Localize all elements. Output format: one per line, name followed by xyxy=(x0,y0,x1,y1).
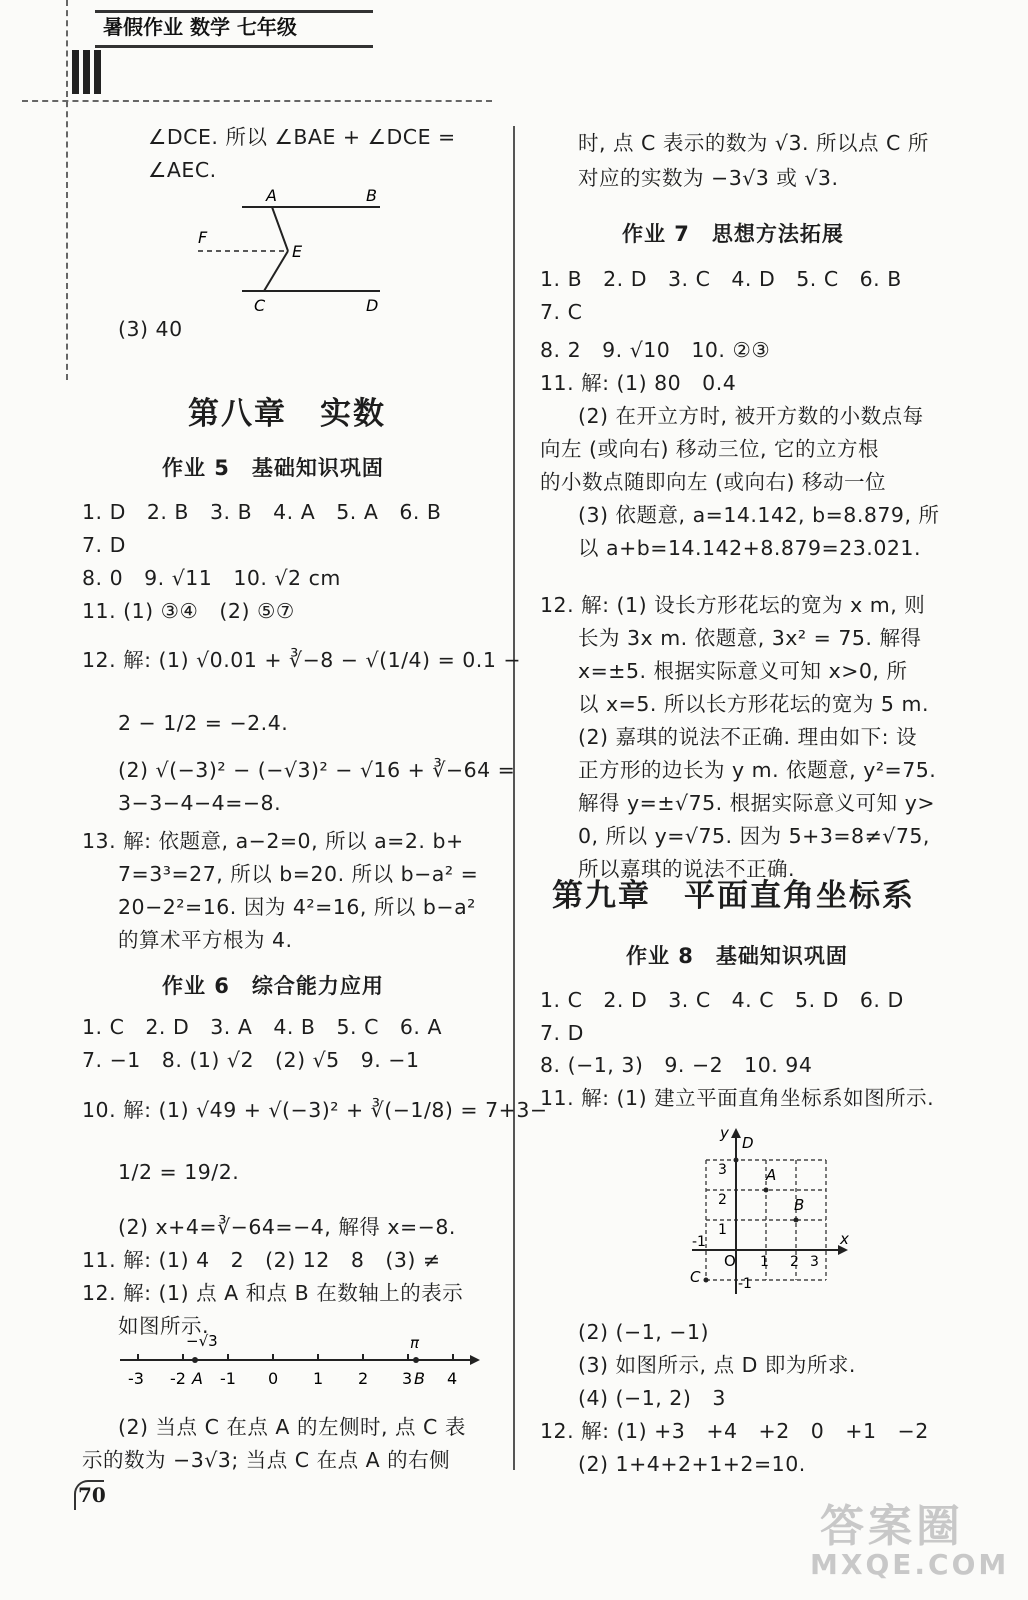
answer-line: 11. (1) ③④ (2) ⑤⑦ xyxy=(82,599,295,623)
answer-line: 12. 解: (1) 点 A 和点 B 在数轴上的表示 xyxy=(82,1281,464,1305)
answer-line: (2) 1+4+2+1+2=10. xyxy=(578,1452,806,1476)
y-tick-label: 1 xyxy=(718,1222,727,1238)
answer-line: 的小数点随即向左 (或向右) 移动一位 xyxy=(540,470,887,494)
header-stripe xyxy=(94,50,101,94)
answer-line: 1. C 2. D 3. C 4. C 5. D 6. D xyxy=(540,988,904,1012)
y-axis-label: y xyxy=(720,1124,729,1142)
label-C: C xyxy=(254,296,266,315)
answer-line: 8. 0 9. √11 10. √2 cm xyxy=(82,566,341,590)
answer-line: (2) 在开立方时, 被开方数的小数点每 xyxy=(578,404,924,428)
homework-6-title: 作业 6 综合能力应用 xyxy=(162,974,384,998)
parallel-lines-figure xyxy=(190,185,400,320)
header-title: 暑假作业 数学 七年级 xyxy=(95,10,373,48)
tick-label: -1 xyxy=(220,1369,236,1388)
answer-line: 13. 解: 依题意, a−2=0, 所以 a=2. b+ xyxy=(82,829,464,853)
tick-label: 2 xyxy=(358,1369,369,1388)
answer-line: 8. 2 9. √10 10. ②③ xyxy=(540,338,771,362)
answer-line: 解得 y=±√75. 根据实际意义可知 y> xyxy=(578,791,936,815)
answer-line: (4) (−1, 2) 3 xyxy=(578,1386,726,1410)
label-A: A xyxy=(766,1166,777,1184)
y-tick-label: 2 xyxy=(718,1192,727,1208)
answer-line: 12. 解: (1) √0.01 + ∛−8 − √(1/4) = 0.1 − xyxy=(82,648,522,672)
answer-line: 所以嘉琪的说法不正确. xyxy=(578,857,796,881)
answer-line: 11. 解: (1) 建立平面直角坐标系如图所示. xyxy=(540,1086,935,1110)
label-minus-sqrt3: −√3 xyxy=(186,1332,218,1350)
point-A xyxy=(192,1357,198,1363)
tick-label: 4 xyxy=(447,1369,458,1388)
answer-line: 8. (−1, 3) 9. −2 10. 94 xyxy=(540,1053,813,1077)
x-axis-label: x xyxy=(840,1230,849,1248)
answer-line: (3) 如图所示, 点 D 即为所求. xyxy=(578,1353,856,1377)
answer-line: 以 x=5. 所以长方形花坛的宽为 5 m. xyxy=(578,692,929,716)
answer-line: 长为 3x m. 依题意, 3x² = 75. 解得 xyxy=(578,626,922,650)
header-stripe xyxy=(72,50,79,94)
answer-line: 7. D xyxy=(540,1021,584,1045)
answer-line: 12. 解: (1) 设长方形花坛的宽为 x m, 则 xyxy=(540,593,926,617)
origin-label: O xyxy=(724,1252,736,1270)
answer-line: (2) x+4=∛−64=−4, 解得 x=−8. xyxy=(118,1215,456,1239)
text-line: ∠DCE. 所以 ∠BAE + ∠DCE = xyxy=(148,125,456,149)
homework-7-title: 作业 7 思想方法拓展 xyxy=(622,222,844,246)
answer-line: (2) 嘉琪的说法不正确. 理由如下: 设 xyxy=(578,725,918,749)
label-A: A xyxy=(192,1369,203,1388)
page-number: 70 xyxy=(78,1483,106,1507)
answer-line: 0, 所以 y=√75. 因为 5+3=8≠√75, xyxy=(578,824,930,848)
answer-line: 1. D 2. B 3. B 4. A 5. A 6. B xyxy=(82,500,442,524)
answer-line: 7. C xyxy=(540,300,583,324)
answer-line: 2 − 1/2 = −2.4. xyxy=(118,711,289,735)
x-tick-label: -1 xyxy=(692,1234,706,1250)
x-tick-label: 2 xyxy=(790,1254,799,1270)
answer-line: (2) (−1, −1) xyxy=(578,1320,710,1344)
label-B: B xyxy=(794,1196,805,1214)
answer-line: 1. B 2. D 3. C 4. D 5. C 6. B xyxy=(540,267,902,291)
answer-line: 7. −1 8. (1) √2 (2) √5 9. −1 xyxy=(82,1048,420,1072)
answer-line: 10. 解: (1) √49 + √(−3)² + ∛(−1/8) = 7+3− xyxy=(82,1098,548,1122)
answer-line: 20−2²=16. 因为 4²=16, 所以 b−a² xyxy=(118,895,476,919)
x-tick-label: 1 xyxy=(760,1254,769,1270)
header-dashed-line xyxy=(22,100,492,102)
label-B: B xyxy=(414,1369,425,1388)
label-C: C xyxy=(690,1268,701,1286)
column-divider xyxy=(513,126,515,1470)
answer-line: 11. 解: (1) 4 2 (2) 12 8 (3) ≠ xyxy=(82,1248,441,1272)
answer-line: 时, 点 C 表示的数为 √3. 所以点 C 所 xyxy=(578,131,929,155)
y-tick-label: -1 xyxy=(738,1276,752,1292)
point-B xyxy=(794,1218,799,1223)
header-stripe xyxy=(83,50,90,94)
text-line: (3) 40 xyxy=(118,317,183,341)
label-A: A xyxy=(266,186,277,205)
answer-line: 11. 解: (1) 80 0.4 xyxy=(540,371,737,395)
answer-line: 7. D xyxy=(82,533,126,557)
point-A xyxy=(764,1188,769,1193)
left-margin-dashed-line xyxy=(66,0,68,380)
answer-line: (2) 当点 C 在点 A 的左侧时, 点 C 表 xyxy=(118,1415,466,1439)
answer-line: 以 a+b=14.142+8.879=23.021. xyxy=(578,536,921,560)
watermark-url: MXQE.COM xyxy=(810,1548,1010,1581)
label-B: B xyxy=(366,186,377,205)
tick-label: 0 xyxy=(268,1369,279,1388)
homework-5-title: 作业 5 基础知识巩固 xyxy=(162,456,384,480)
answer-line: 1. C 2. D 3. A 4. B 5. C 6. A xyxy=(82,1015,442,1039)
answer-line: 如图所示. xyxy=(118,1314,210,1338)
coordinate-grid xyxy=(688,1122,858,1302)
tick-label: 3 xyxy=(402,1369,413,1388)
answer-line: 示的数为 −3√3; 当点 C 在点 A 的右侧 xyxy=(82,1448,451,1472)
answer-line: 对应的实数为 −3√3 或 √3. xyxy=(578,166,839,190)
text-line: ∠AEC. xyxy=(148,158,217,182)
header-bar xyxy=(72,50,362,94)
answer-line: 向左 (或向右) 移动三位, 它的立方根 xyxy=(540,437,880,461)
y-tick-label: 3 xyxy=(718,1162,727,1178)
x-tick-label: 3 xyxy=(810,1254,819,1270)
answer-line: 正方形的边长为 y m. 依题意, y²=75. xyxy=(578,758,937,782)
label-D: D xyxy=(366,296,379,315)
watermark xyxy=(800,1490,1010,1590)
number-line xyxy=(110,1330,490,1392)
answer-line: (2) √(−3)² − (−√3)² − √16 + ∛−64 = xyxy=(118,758,516,782)
watermark-logo: 答案圈 xyxy=(820,1501,964,1552)
tick-label: -2 xyxy=(170,1369,186,1388)
chapter-8-title: 第八章 实数 xyxy=(188,396,386,432)
homework-8-title: 作业 8 基础知识巩固 xyxy=(626,944,848,968)
point-B xyxy=(413,1357,419,1363)
chapter-9-title: 第九章 平面直角坐标系 xyxy=(552,878,915,914)
answer-line: x=±5. 根据实际意义可知 x>0, 所 xyxy=(578,659,908,683)
label-D: D xyxy=(742,1134,754,1152)
answer-line: 12. 解: (1) +3 +4 +2 0 +1 −2 xyxy=(540,1419,929,1443)
point-C xyxy=(704,1278,709,1283)
answer-line: (3) 依题意, a=14.142, b=8.879, 所 xyxy=(578,503,940,527)
answer-line: 的算术平方根为 4. xyxy=(118,928,293,952)
label-pi: π xyxy=(410,1334,420,1352)
label-F: F xyxy=(198,228,208,247)
answer-line: 7=3³=27, 所以 b=20. 所以 b−a² = xyxy=(118,862,479,886)
tick-label: 1 xyxy=(313,1369,324,1388)
point-D xyxy=(734,1158,739,1163)
label-E: E xyxy=(292,242,303,261)
answer-line: 3−3−4−4=−8. xyxy=(118,791,282,815)
answer-line: 1/2 = 19/2. xyxy=(118,1160,240,1184)
tick-label: -3 xyxy=(128,1369,144,1388)
